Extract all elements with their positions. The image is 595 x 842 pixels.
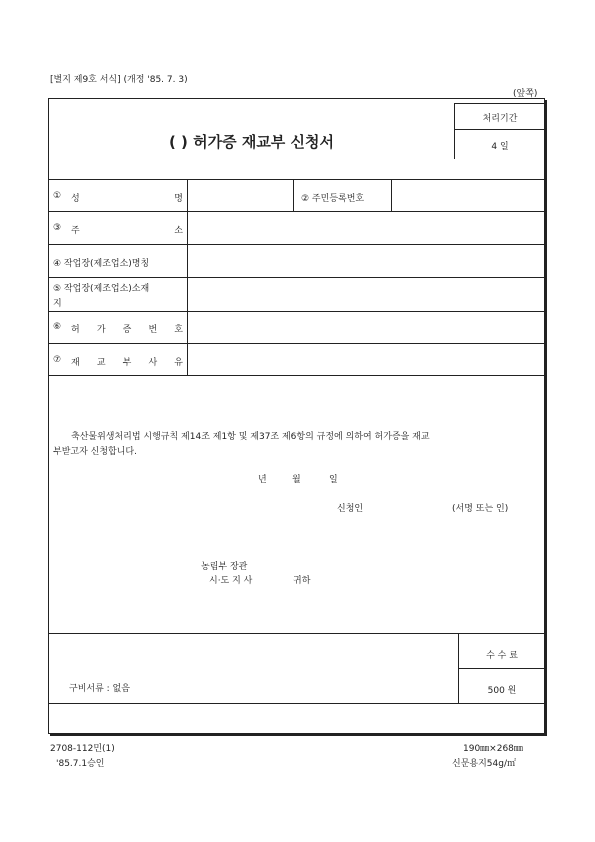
processing-period-label: 처리기간 — [482, 114, 518, 124]
label-char: 성 — [71, 194, 80, 204]
date-month: 월 — [292, 475, 301, 485]
fee-label: 수 수 료 — [486, 651, 518, 661]
reissue-reason-input[interactable] — [188, 344, 544, 375]
date-day: 일 — [329, 475, 338, 485]
addressee-governor: 시·도 지 사 — [209, 576, 253, 586]
reissue-reason-field-number: ⑦ — [53, 355, 62, 365]
permit-number-input[interactable] — [188, 312, 544, 343]
label-char: 사 — [148, 358, 158, 368]
approval-date: '85.7.1승인 — [56, 759, 105, 769]
honorific: 귀하 — [293, 576, 311, 586]
name-field-number: ① — [53, 191, 62, 201]
page-side-label: (앞쪽) — [513, 89, 538, 99]
footer-bottom-border — [49, 703, 544, 704]
form-title: ( ) 허가증 재교부 신청서 — [168, 133, 334, 151]
label-char: 주 — [71, 226, 80, 236]
label-char: 호 — [174, 325, 183, 335]
name-column-border — [293, 179, 294, 211]
label-char: 가 — [96, 325, 106, 335]
form-code: 2708-112민(1) — [50, 744, 115, 754]
name-input[interactable] — [188, 180, 292, 211]
form-reference: [별지 제9호 서식] (개정 '85. 7. 3) — [50, 75, 188, 85]
applicant-label: 신청인 — [337, 504, 364, 514]
fee-box-divider — [458, 668, 546, 669]
name-field-label — [71, 191, 183, 204]
address-input[interactable] — [188, 212, 544, 244]
label-char: 명 — [174, 194, 183, 204]
footer-divider — [49, 633, 544, 634]
reissue-reason-label — [71, 355, 183, 368]
workplace-address-label-wrap: 지 — [53, 299, 62, 309]
resident-number-label: ② 주민등록번호 — [301, 194, 365, 204]
label-char: 부 — [122, 358, 132, 368]
fee-value: 500 원 — [487, 686, 517, 696]
date-year: 년 — [258, 475, 267, 485]
required-documents: 구비서류 : 없음 — [69, 684, 130, 694]
application-form — [48, 98, 545, 734]
label-char: 증 — [122, 325, 132, 335]
processing-box-divider — [454, 129, 546, 130]
resident-number-input[interactable] — [392, 180, 544, 211]
address-field-label — [71, 223, 183, 236]
signature-label: (서명 또는 인) — [452, 504, 509, 514]
label-char: 허 — [71, 325, 80, 335]
processing-box-top-border — [454, 103, 546, 104]
divider — [49, 375, 544, 376]
paper-size: 190㎜×268㎜ — [463, 744, 523, 754]
application-statement-line2: 부받고자 신청합니다. — [53, 447, 137, 457]
label-char: 소 — [174, 226, 183, 236]
permit-number-label — [71, 322, 183, 335]
label-char: 번 — [148, 325, 158, 335]
label-char: 교 — [96, 358, 106, 368]
addressee-minister: 농림부 장관 — [201, 562, 248, 572]
paper-type: 신문용지54g/㎡ — [452, 759, 516, 769]
permit-number-field-number: ⑥ — [53, 322, 62, 332]
workplace-address-label: ⑤ 작업장(제조업소)소재 — [53, 284, 150, 294]
application-statement-line1: 축산물위생처리법 시행규칙 제14조 제1항 및 제37조 제6항의 규정에 의하여 허가증을 재교 — [71, 432, 430, 442]
label-char: 재 — [71, 358, 80, 368]
workplace-name-label: ④ 작업장(제조업소)명칭 — [53, 259, 150, 269]
label-char: 유 — [174, 358, 183, 368]
processing-period-value: 4 일 — [491, 142, 509, 152]
workplace-address-input[interactable] — [188, 278, 544, 311]
address-field-number: ③ — [53, 223, 62, 233]
workplace-name-input[interactable] — [188, 245, 544, 277]
